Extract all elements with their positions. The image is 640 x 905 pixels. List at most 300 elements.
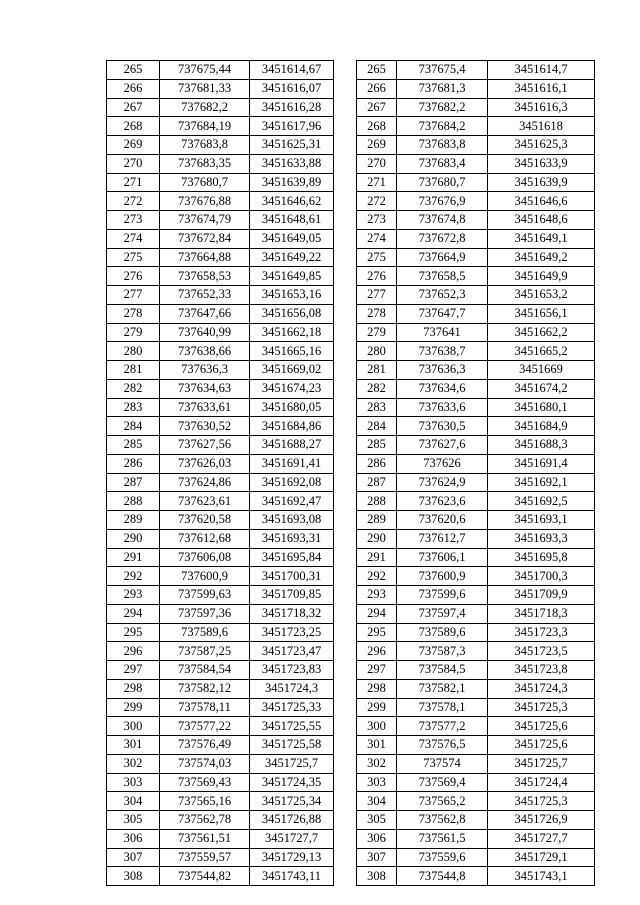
point-number-cell: 304 xyxy=(107,792,160,811)
x-coordinate-cell: 737576,5 xyxy=(397,736,488,755)
point-number-cell: 308 xyxy=(107,867,160,886)
y-coordinate-cell: 3451692,47 xyxy=(250,492,334,511)
y-coordinate-cell: 3451646,6 xyxy=(488,192,595,211)
table-row xyxy=(107,211,334,230)
table-row xyxy=(107,661,334,680)
x-coordinate-cell: 737599,6 xyxy=(397,586,488,605)
x-coordinate-cell: 737606,1 xyxy=(397,548,488,567)
point-number-cell: 303 xyxy=(357,773,397,792)
x-coordinate-cell: 737569,4 xyxy=(397,773,488,792)
y-coordinate-cell: 3451726,9 xyxy=(488,811,595,830)
y-coordinate-cell: 3451649,85 xyxy=(250,267,334,286)
table-row xyxy=(107,304,334,323)
table-row xyxy=(107,79,334,98)
point-number-cell: 293 xyxy=(357,586,397,605)
point-number-cell: 289 xyxy=(107,511,160,530)
table-row xyxy=(357,98,595,117)
point-number-cell: 284 xyxy=(357,417,397,436)
x-coordinate-cell: 737672,84 xyxy=(160,229,250,248)
point-number-cell: 288 xyxy=(107,492,160,511)
y-coordinate-cell: 3451723,25 xyxy=(250,623,334,642)
point-number-cell: 277 xyxy=(107,286,160,305)
x-coordinate-cell: 737652,3 xyxy=(397,286,488,305)
y-coordinate-cell: 3451639,9 xyxy=(488,173,595,192)
point-number-cell: 297 xyxy=(357,661,397,680)
point-number-cell: 287 xyxy=(357,473,397,492)
point-number-cell: 280 xyxy=(357,342,397,361)
point-number-cell: 307 xyxy=(107,848,160,867)
y-coordinate-cell: 3451614,67 xyxy=(250,61,334,80)
table-row xyxy=(357,361,595,380)
point-number-cell: 286 xyxy=(107,454,160,473)
y-coordinate-cell: 3451723,5 xyxy=(488,642,595,661)
table-row xyxy=(357,567,595,586)
y-coordinate-cell: 3451625,31 xyxy=(250,136,334,155)
point-number-cell: 291 xyxy=(107,548,160,567)
table-row xyxy=(107,642,334,661)
table-row xyxy=(107,604,334,623)
x-coordinate-cell: 737574 xyxy=(397,754,488,773)
x-coordinate-cell: 737681,33 xyxy=(160,79,250,98)
point-number-cell: 281 xyxy=(357,361,397,380)
table-row xyxy=(357,642,595,661)
y-coordinate-cell: 3451614,7 xyxy=(488,61,595,80)
y-coordinate-cell: 3451684,9 xyxy=(488,417,595,436)
point-number-cell: 283 xyxy=(107,398,160,417)
y-coordinate-cell: 3451709,9 xyxy=(488,586,595,605)
table-row xyxy=(107,248,334,267)
point-number-cell: 276 xyxy=(357,267,397,286)
x-coordinate-cell: 737641 xyxy=(397,323,488,342)
x-coordinate-cell: 737680,7 xyxy=(160,173,250,192)
point-number-cell: 294 xyxy=(357,604,397,623)
table-row xyxy=(357,154,595,173)
point-number-cell: 282 xyxy=(357,379,397,398)
table-row xyxy=(107,154,334,173)
table-row xyxy=(357,717,595,736)
x-coordinate-cell: 737578,11 xyxy=(160,698,250,717)
x-coordinate-cell: 737626 xyxy=(397,454,488,473)
table-row xyxy=(107,98,334,117)
point-number-cell: 291 xyxy=(357,548,397,567)
point-number-cell: 278 xyxy=(357,304,397,323)
y-coordinate-cell: 3451695,8 xyxy=(488,548,595,567)
table-row xyxy=(107,773,334,792)
y-coordinate-cell: 3451669 xyxy=(488,361,595,380)
point-number-cell: 282 xyxy=(107,379,160,398)
point-number-cell: 283 xyxy=(357,398,397,417)
x-coordinate-cell: 737676,9 xyxy=(397,192,488,211)
point-number-cell: 298 xyxy=(107,679,160,698)
y-coordinate-cell: 3451718,32 xyxy=(250,604,334,623)
point-number-cell: 289 xyxy=(357,511,397,530)
x-coordinate-cell: 737565,2 xyxy=(397,792,488,811)
table-row xyxy=(357,136,595,155)
table-row xyxy=(107,811,334,830)
x-coordinate-cell: 737576,49 xyxy=(160,736,250,755)
table-row xyxy=(107,829,334,848)
y-coordinate-cell: 3451616,07 xyxy=(250,79,334,98)
point-number-cell: 290 xyxy=(357,529,397,548)
y-coordinate-cell: 3451618 xyxy=(488,117,595,136)
x-coordinate-cell: 737680,7 xyxy=(397,173,488,192)
point-number-cell: 295 xyxy=(357,623,397,642)
y-coordinate-cell: 3451727,7 xyxy=(250,829,334,848)
y-coordinate-cell: 3451691,4 xyxy=(488,454,595,473)
x-coordinate-cell: 737582,1 xyxy=(397,679,488,698)
x-coordinate-cell: 737683,35 xyxy=(160,154,250,173)
point-number-cell: 281 xyxy=(107,361,160,380)
table-row xyxy=(357,211,595,230)
table-row xyxy=(107,286,334,305)
x-coordinate-cell: 737589,6 xyxy=(397,623,488,642)
y-coordinate-cell: 3451649,2 xyxy=(488,248,595,267)
table-row xyxy=(357,379,595,398)
y-coordinate-cell: 3451725,34 xyxy=(250,792,334,811)
point-number-cell: 267 xyxy=(357,98,397,117)
table-row xyxy=(107,492,334,511)
x-coordinate-cell: 737638,66 xyxy=(160,342,250,361)
x-coordinate-cell: 737633,61 xyxy=(160,398,250,417)
right-coordinates-table xyxy=(356,60,595,886)
x-coordinate-cell: 737672,8 xyxy=(397,229,488,248)
point-number-cell: 272 xyxy=(107,192,160,211)
y-coordinate-cell: 3451693,31 xyxy=(250,529,334,548)
table-row xyxy=(107,117,334,136)
table-row xyxy=(357,698,595,717)
y-coordinate-cell: 3451662,2 xyxy=(488,323,595,342)
point-number-cell: 275 xyxy=(107,248,160,267)
table-row xyxy=(357,829,595,848)
point-number-cell: 265 xyxy=(357,61,397,80)
x-coordinate-cell: 737630,52 xyxy=(160,417,250,436)
point-number-cell: 301 xyxy=(107,736,160,755)
y-coordinate-cell: 3451725,55 xyxy=(250,717,334,736)
point-number-cell: 269 xyxy=(357,136,397,155)
x-coordinate-cell: 737620,58 xyxy=(160,511,250,530)
y-coordinate-cell: 3451725,6 xyxy=(488,736,595,755)
x-coordinate-cell: 737624,9 xyxy=(397,473,488,492)
x-coordinate-cell: 737634,63 xyxy=(160,379,250,398)
y-coordinate-cell: 3451669,02 xyxy=(250,361,334,380)
table-row xyxy=(357,867,595,886)
table-row xyxy=(357,792,595,811)
point-number-cell: 299 xyxy=(357,698,397,717)
y-coordinate-cell: 3451649,05 xyxy=(250,229,334,248)
table-row xyxy=(357,604,595,623)
table-row xyxy=(357,754,595,773)
table-row xyxy=(357,661,595,680)
table-row xyxy=(357,79,595,98)
point-number-cell: 273 xyxy=(107,211,160,230)
y-coordinate-cell: 3451648,6 xyxy=(488,211,595,230)
x-coordinate-cell: 737577,22 xyxy=(160,717,250,736)
point-number-cell: 287 xyxy=(107,473,160,492)
table-row xyxy=(107,586,334,605)
x-coordinate-cell: 737612,7 xyxy=(397,529,488,548)
point-number-cell: 308 xyxy=(357,867,397,886)
y-coordinate-cell: 3451723,3 xyxy=(488,623,595,642)
y-coordinate-cell: 3451646,62 xyxy=(250,192,334,211)
point-number-cell: 274 xyxy=(107,229,160,248)
x-coordinate-cell: 737626,03 xyxy=(160,454,250,473)
y-coordinate-cell: 3451653,2 xyxy=(488,286,595,305)
point-number-cell: 300 xyxy=(107,717,160,736)
x-coordinate-cell: 737599,63 xyxy=(160,586,250,605)
x-coordinate-cell: 737569,43 xyxy=(160,773,250,792)
x-coordinate-cell: 737627,6 xyxy=(397,436,488,455)
table-row xyxy=(107,379,334,398)
table-row xyxy=(357,511,595,530)
point-number-cell: 294 xyxy=(107,604,160,623)
point-number-cell: 295 xyxy=(107,623,160,642)
point-number-cell: 265 xyxy=(107,61,160,80)
y-coordinate-cell: 3451656,1 xyxy=(488,304,595,323)
table-row xyxy=(107,454,334,473)
table-row xyxy=(357,736,595,755)
table-row xyxy=(107,173,334,192)
table-row xyxy=(107,717,334,736)
x-coordinate-cell: 737683,4 xyxy=(397,154,488,173)
x-coordinate-cell: 737683,8 xyxy=(160,136,250,155)
x-coordinate-cell: 737652,33 xyxy=(160,286,250,305)
point-number-cell: 302 xyxy=(357,754,397,773)
y-coordinate-cell: 3451725,7 xyxy=(488,754,595,773)
y-coordinate-cell: 3451691,41 xyxy=(250,454,334,473)
point-number-cell: 292 xyxy=(107,567,160,586)
y-coordinate-cell: 3451723,47 xyxy=(250,642,334,661)
x-coordinate-cell: 737664,9 xyxy=(397,248,488,267)
table-row xyxy=(357,286,595,305)
point-number-cell: 292 xyxy=(357,567,397,586)
y-coordinate-cell: 3451725,58 xyxy=(250,736,334,755)
y-coordinate-cell: 3451656,08 xyxy=(250,304,334,323)
y-coordinate-cell: 3451743,11 xyxy=(250,867,334,886)
point-number-cell: 297 xyxy=(107,661,160,680)
x-coordinate-cell: 737683,8 xyxy=(397,136,488,155)
point-number-cell: 270 xyxy=(357,154,397,173)
point-number-cell: 304 xyxy=(357,792,397,811)
table-row xyxy=(357,773,595,792)
y-coordinate-cell: 3451727,7 xyxy=(488,829,595,848)
point-number-cell: 306 xyxy=(107,829,160,848)
y-coordinate-cell: 3451639,89 xyxy=(250,173,334,192)
x-coordinate-cell: 737623,61 xyxy=(160,492,250,511)
x-coordinate-cell: 737600,9 xyxy=(397,567,488,586)
y-coordinate-cell: 3451725,3 xyxy=(488,792,595,811)
point-number-cell: 268 xyxy=(107,117,160,136)
point-number-cell: 276 xyxy=(107,267,160,286)
x-coordinate-cell: 737561,5 xyxy=(397,829,488,848)
point-number-cell: 298 xyxy=(357,679,397,698)
x-coordinate-cell: 737658,5 xyxy=(397,267,488,286)
table-row xyxy=(107,623,334,642)
y-coordinate-cell: 3451723,83 xyxy=(250,661,334,680)
table-row xyxy=(357,192,595,211)
x-coordinate-cell: 737682,2 xyxy=(397,98,488,117)
y-coordinate-cell: 3451617,96 xyxy=(250,117,334,136)
x-coordinate-cell: 737582,12 xyxy=(160,679,250,698)
x-coordinate-cell: 737565,16 xyxy=(160,792,250,811)
point-number-cell: 275 xyxy=(357,248,397,267)
point-number-cell: 305 xyxy=(357,811,397,830)
x-coordinate-cell: 737578,1 xyxy=(397,698,488,717)
x-coordinate-cell: 737544,8 xyxy=(397,867,488,886)
x-coordinate-cell: 737587,25 xyxy=(160,642,250,661)
table-row xyxy=(357,492,595,511)
point-number-cell: 284 xyxy=(107,417,160,436)
y-coordinate-cell: 3451665,16 xyxy=(250,342,334,361)
table-row xyxy=(107,792,334,811)
point-number-cell: 285 xyxy=(107,436,160,455)
table-row xyxy=(357,117,595,136)
x-coordinate-cell: 737600,9 xyxy=(160,567,250,586)
x-coordinate-cell: 737577,2 xyxy=(397,717,488,736)
x-coordinate-cell: 737562,8 xyxy=(397,811,488,830)
table-row xyxy=(107,398,334,417)
point-number-cell: 266 xyxy=(357,79,397,98)
point-number-cell: 277 xyxy=(357,286,397,305)
y-coordinate-cell: 3451648,61 xyxy=(250,211,334,230)
x-coordinate-cell: 737630,5 xyxy=(397,417,488,436)
table-row xyxy=(107,61,334,80)
table-row xyxy=(357,61,595,80)
point-number-cell: 305 xyxy=(107,811,160,830)
point-number-cell: 288 xyxy=(357,492,397,511)
x-coordinate-cell: 737559,6 xyxy=(397,848,488,867)
table-row xyxy=(107,848,334,867)
table-row xyxy=(357,548,595,567)
table-row xyxy=(107,698,334,717)
point-number-cell: 296 xyxy=(107,642,160,661)
table-row xyxy=(107,229,334,248)
point-number-cell: 272 xyxy=(357,192,397,211)
point-number-cell: 271 xyxy=(107,173,160,192)
y-coordinate-cell: 3451692,5 xyxy=(488,492,595,511)
left-coordinates-table xyxy=(106,60,334,886)
point-number-cell: 306 xyxy=(357,829,397,848)
y-coordinate-cell: 3451649,22 xyxy=(250,248,334,267)
table-row xyxy=(107,511,334,530)
table-row xyxy=(357,229,595,248)
table-row xyxy=(357,811,595,830)
y-coordinate-cell: 3451709,85 xyxy=(250,586,334,605)
table-row xyxy=(107,361,334,380)
y-coordinate-cell: 3451674,23 xyxy=(250,379,334,398)
y-coordinate-cell: 3451724,35 xyxy=(250,773,334,792)
y-coordinate-cell: 3451729,1 xyxy=(488,848,595,867)
point-number-cell: 302 xyxy=(107,754,160,773)
x-coordinate-cell: 737684,2 xyxy=(397,117,488,136)
point-number-cell: 307 xyxy=(357,848,397,867)
y-coordinate-cell: 3451724,4 xyxy=(488,773,595,792)
x-coordinate-cell: 737640,99 xyxy=(160,323,250,342)
y-coordinate-cell: 3451688,27 xyxy=(250,436,334,455)
x-coordinate-cell: 737627,56 xyxy=(160,436,250,455)
table-row xyxy=(357,248,595,267)
x-coordinate-cell: 737574,03 xyxy=(160,754,250,773)
table-row xyxy=(357,848,595,867)
point-number-cell: 280 xyxy=(107,342,160,361)
y-coordinate-cell: 3451692,1 xyxy=(488,473,595,492)
table-row xyxy=(357,454,595,473)
table-row xyxy=(357,529,595,548)
point-number-cell: 269 xyxy=(107,136,160,155)
x-coordinate-cell: 737682,2 xyxy=(160,98,250,117)
point-number-cell: 268 xyxy=(357,117,397,136)
x-coordinate-cell: 737675,44 xyxy=(160,61,250,80)
point-number-cell: 285 xyxy=(357,436,397,455)
y-coordinate-cell: 3451674,2 xyxy=(488,379,595,398)
y-coordinate-cell: 3451700,31 xyxy=(250,567,334,586)
point-number-cell: 300 xyxy=(357,717,397,736)
x-coordinate-cell: 737561,51 xyxy=(160,829,250,848)
point-number-cell: 293 xyxy=(107,586,160,605)
y-coordinate-cell: 3451649,9 xyxy=(488,267,595,286)
x-coordinate-cell: 737584,54 xyxy=(160,661,250,680)
table-row xyxy=(357,679,595,698)
table-row xyxy=(107,473,334,492)
table-row xyxy=(357,473,595,492)
y-coordinate-cell: 3451684,86 xyxy=(250,417,334,436)
x-coordinate-cell: 737597,4 xyxy=(397,604,488,623)
y-coordinate-cell: 3451633,88 xyxy=(250,154,334,173)
right-table-body xyxy=(357,61,595,886)
point-number-cell: 301 xyxy=(357,736,397,755)
y-coordinate-cell: 3451695,84 xyxy=(250,548,334,567)
x-coordinate-cell: 737633,6 xyxy=(397,398,488,417)
x-coordinate-cell: 737624,86 xyxy=(160,473,250,492)
table-row xyxy=(107,136,334,155)
table-row xyxy=(107,436,334,455)
point-number-cell: 279 xyxy=(357,323,397,342)
x-coordinate-cell: 737623,6 xyxy=(397,492,488,511)
point-number-cell: 278 xyxy=(107,304,160,323)
left-table-body xyxy=(107,61,334,886)
table-row xyxy=(357,267,595,286)
x-coordinate-cell: 737676,88 xyxy=(160,192,250,211)
y-coordinate-cell: 3451724,3 xyxy=(488,679,595,698)
point-number-cell: 270 xyxy=(107,154,160,173)
point-number-cell: 273 xyxy=(357,211,397,230)
table-row xyxy=(107,192,334,211)
y-coordinate-cell: 3451665,2 xyxy=(488,342,595,361)
y-coordinate-cell: 3451693,3 xyxy=(488,529,595,548)
point-number-cell: 290 xyxy=(107,529,160,548)
x-coordinate-cell: 737636,3 xyxy=(160,361,250,380)
table-row xyxy=(357,417,595,436)
table-row xyxy=(357,304,595,323)
x-coordinate-cell: 737589,6 xyxy=(160,623,250,642)
x-coordinate-cell: 737674,79 xyxy=(160,211,250,230)
point-number-cell: 271 xyxy=(357,173,397,192)
x-coordinate-cell: 737559,57 xyxy=(160,848,250,867)
y-coordinate-cell: 3451743,1 xyxy=(488,867,595,886)
x-coordinate-cell: 737658,53 xyxy=(160,267,250,286)
y-coordinate-cell: 3451725,33 xyxy=(250,698,334,717)
point-number-cell: 274 xyxy=(357,229,397,248)
point-number-cell: 299 xyxy=(107,698,160,717)
table-row xyxy=(107,548,334,567)
table-row xyxy=(357,398,595,417)
x-coordinate-cell: 737647,66 xyxy=(160,304,250,323)
y-coordinate-cell: 3451718,3 xyxy=(488,604,595,623)
x-coordinate-cell: 737675,4 xyxy=(397,61,488,80)
table-row xyxy=(357,623,595,642)
y-coordinate-cell: 3451725,3 xyxy=(488,698,595,717)
point-number-cell: 296 xyxy=(357,642,397,661)
table-row xyxy=(107,529,334,548)
